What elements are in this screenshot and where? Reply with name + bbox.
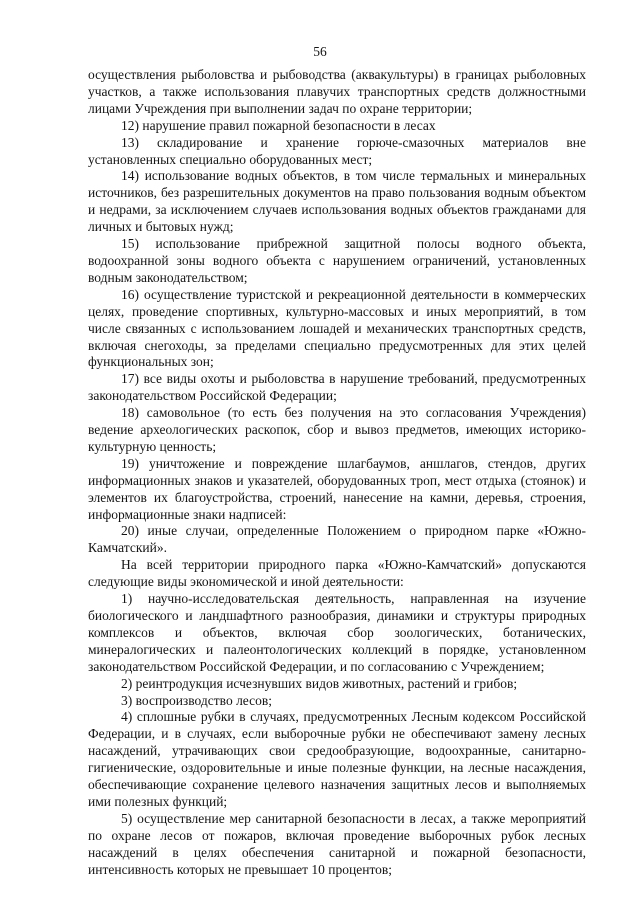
paragraph: 4) сплошные рубки в случаях, предусмотренных Лесным кодексом Российской Федерации, и в случаях, если выборочные рубки не обеспечивают замену лесных насаждений, утрачивающих свои средообразующие, водоохранные, санитарно-гигиенические, оздоровительные и иные полезные функции, на лесные насаждения, обеспечивающие сохранение целевого назначения защитных лесов и выполняемых ими полезных функций;	[88, 709, 586, 809]
paragraph: 16) осуществление туристской и рекреационной деятельности в коммерческих целях, проведение спортивных, культурно-массовых и иных мероприятий, в том числе связанных с использованием лошадей и механических транспортных средств, включая снегоходы, за пределами специально предусмотренных для этих целей функциональных зон;	[88, 286, 586, 370]
page-number: 56	[313, 44, 327, 59]
paragraph: 3) воспроизводство лесов;	[121, 692, 273, 708]
paragraph: 14) использование водных объектов, в том числе термальных и минеральных источников, без разрешительных документов на право пользования водным объектом и недрами, за исключением случаев использования водных объектов гражданами для личных и бытовых нужд;	[88, 168, 586, 235]
paragraph: 20) иные случаи, определенные Положением о природном парке «Южно-Камчатский».	[88, 523, 586, 556]
paragraph: 2) реинтродукция исчезнувших видов животных, растений и грибов;	[121, 675, 518, 691]
paragraph: 13) складирование и хранение горюче-смазочных материалов вне установленных специально оборудованных мест;	[88, 134, 586, 167]
paragraph: 12) нарушение правил пожарной безопасности в лесах	[121, 117, 436, 133]
paragraph: На всей территории природного парка «Южно-Камчатский» допускаются следующие виды экономической и иной деятельности:	[88, 557, 586, 590]
paragraph: 5) осуществление мер санитарной безопасности в лесах, а также мероприятий по охране лесов от пожаров, включая проведение выборочных рубок лесных насаждений в целях обеспечения санитарной и пожарной безопасности, интенсивность которых не превышает 10 процентов;	[88, 810, 586, 877]
paragraph: осуществления рыболовства и рыбоводства (аквакультуры) в границах рыболовных участков, а также использования плавучих транспортных средств должностными лицами Учреждения при выполнении задач по охране территории;	[88, 67, 586, 116]
paragraph: 15) использование прибрежной защитной полосы водного объекта, водоохранной зоны водного объекта с нарушением ограничений, установленных водным законодательством;	[88, 236, 586, 285]
paragraph: 19) уничтожение и повреждение шлагбаумов, аншлагов, стендов, других информационных знаков и указателей, оборудованных троп, мест отдыха (стоянок) и элементов их благоустройства, строений, нанесение на камни, деревья, строения, информационные знаки надписей:	[88, 455, 586, 522]
paragraph: 17) все виды охоты и рыболовства в нарушение требований, предусмотренных законодательством Российской Федерации;	[88, 371, 586, 404]
paragraph: 18) самовольное (то есть без получения на это согласования Учреждения) ведение археологических раскопок, сбор и вывоз предметов, имеющих историко-культурную ценность;	[88, 405, 586, 454]
document-body	[88, 67, 586, 879]
paragraph: 1) научно-исследовательская деятельность, направленная на изучение биологического и ландшафтного разнообразия, динамики и структуры природных комплексов и объектов, включая сбор зоологических, ботанических, минералогических и палеонтологических коллекций в порядке, установленном законодательством Российской Федерации, и по согласованию с Учреждением;	[88, 591, 586, 674]
